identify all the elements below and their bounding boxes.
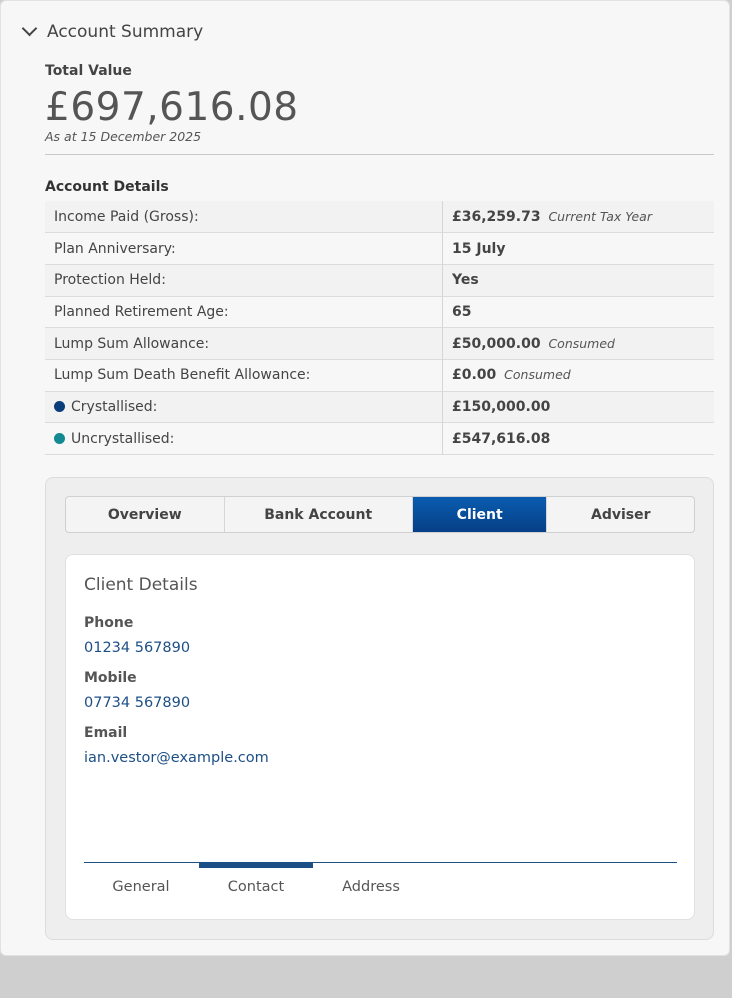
- death-benefit-value: £0.00: [452, 367, 497, 384]
- email-link[interactable]: ian.vestor@example.com: [84, 750, 269, 766]
- total-value-amount: £697,616.08: [45, 85, 299, 130]
- table-row: [45, 359, 714, 391]
- account-details-title: Account Details: [45, 179, 169, 195]
- table-row: [45, 233, 714, 265]
- death-benefit-note: Consumed: [504, 367, 571, 383]
- table-row: [45, 201, 714, 233]
- crystallised-label: Crystallised:: [71, 398, 158, 415]
- row-label: Lump Sum Allowance:: [45, 328, 443, 360]
- row-value: [443, 201, 715, 233]
- tab-client[interactable]: Client: [413, 497, 548, 532]
- subtab-address[interactable]: Address: [342, 879, 400, 895]
- income-paid-value: £36,259.73: [452, 208, 541, 225]
- crystallised-value: £150,000.00: [452, 398, 551, 415]
- chevron-down-icon: [22, 20, 38, 36]
- protection-held-value: Yes: [452, 272, 479, 289]
- phone-link[interactable]: 01234 567890: [84, 640, 191, 656]
- info-tabs-card: [45, 477, 714, 940]
- subtab-general[interactable]: General: [112, 879, 170, 895]
- row-label: Planned Retirement Age:: [45, 296, 443, 328]
- uncrystallised-label: Uncrystallised:: [71, 430, 175, 447]
- mobile-link[interactable]: 07734 567890: [84, 695, 191, 711]
- mobile-label: Mobile: [84, 670, 137, 686]
- crystallised-legend-dot: [54, 401, 65, 412]
- table-row: [45, 391, 714, 423]
- tab-bar: [65, 496, 695, 533]
- row-label: Lump Sum Death Benefit Allowance:: [45, 359, 443, 391]
- table-row: [45, 264, 714, 296]
- client-details-card: [65, 554, 695, 920]
- tab-adviser[interactable]: Adviser: [590, 506, 651, 523]
- table-row: [45, 296, 714, 328]
- row-value: [443, 359, 715, 391]
- subtab-contact[interactable]: Contact: [199, 867, 313, 907]
- tab-overview[interactable]: Overview: [66, 497, 225, 532]
- income-paid-note: Current Tax Year: [548, 208, 652, 224]
- table-row: [45, 423, 714, 455]
- row-label: [45, 423, 443, 455]
- table-row: [45, 328, 714, 360]
- plan-anniversary-value: 15 July: [452, 240, 506, 257]
- as-at-date: As at 15 December 2025: [45, 129, 202, 144]
- row-label: Protection Held:: [45, 264, 443, 296]
- row-value: [443, 328, 715, 360]
- uncrystallised-value: £547,616.08: [452, 430, 551, 447]
- account-summary-toggle[interactable]: [21, 21, 203, 43]
- lump-sum-note: Consumed: [548, 335, 615, 351]
- row-label: Plan Anniversary:: [45, 233, 443, 265]
- subtabs-divider: [84, 862, 677, 863]
- row-label: [45, 391, 443, 423]
- email-label: Email: [84, 725, 128, 741]
- retirement-age-value: 65: [452, 303, 472, 320]
- phone-label: Phone: [84, 615, 134, 631]
- lump-sum-value: £50,000.00: [452, 335, 541, 352]
- divider: [45, 154, 714, 155]
- section-title: Account Summary: [47, 22, 204, 42]
- account-details-table: [45, 201, 714, 455]
- uncrystallised-legend-dot: [54, 433, 65, 444]
- total-value-label: Total Value: [45, 63, 132, 79]
- client-details-title: Client Details: [84, 575, 198, 595]
- tab-bank-account[interactable]: Bank Account: [225, 497, 413, 532]
- row-label: Income Paid (Gross):: [45, 201, 443, 233]
